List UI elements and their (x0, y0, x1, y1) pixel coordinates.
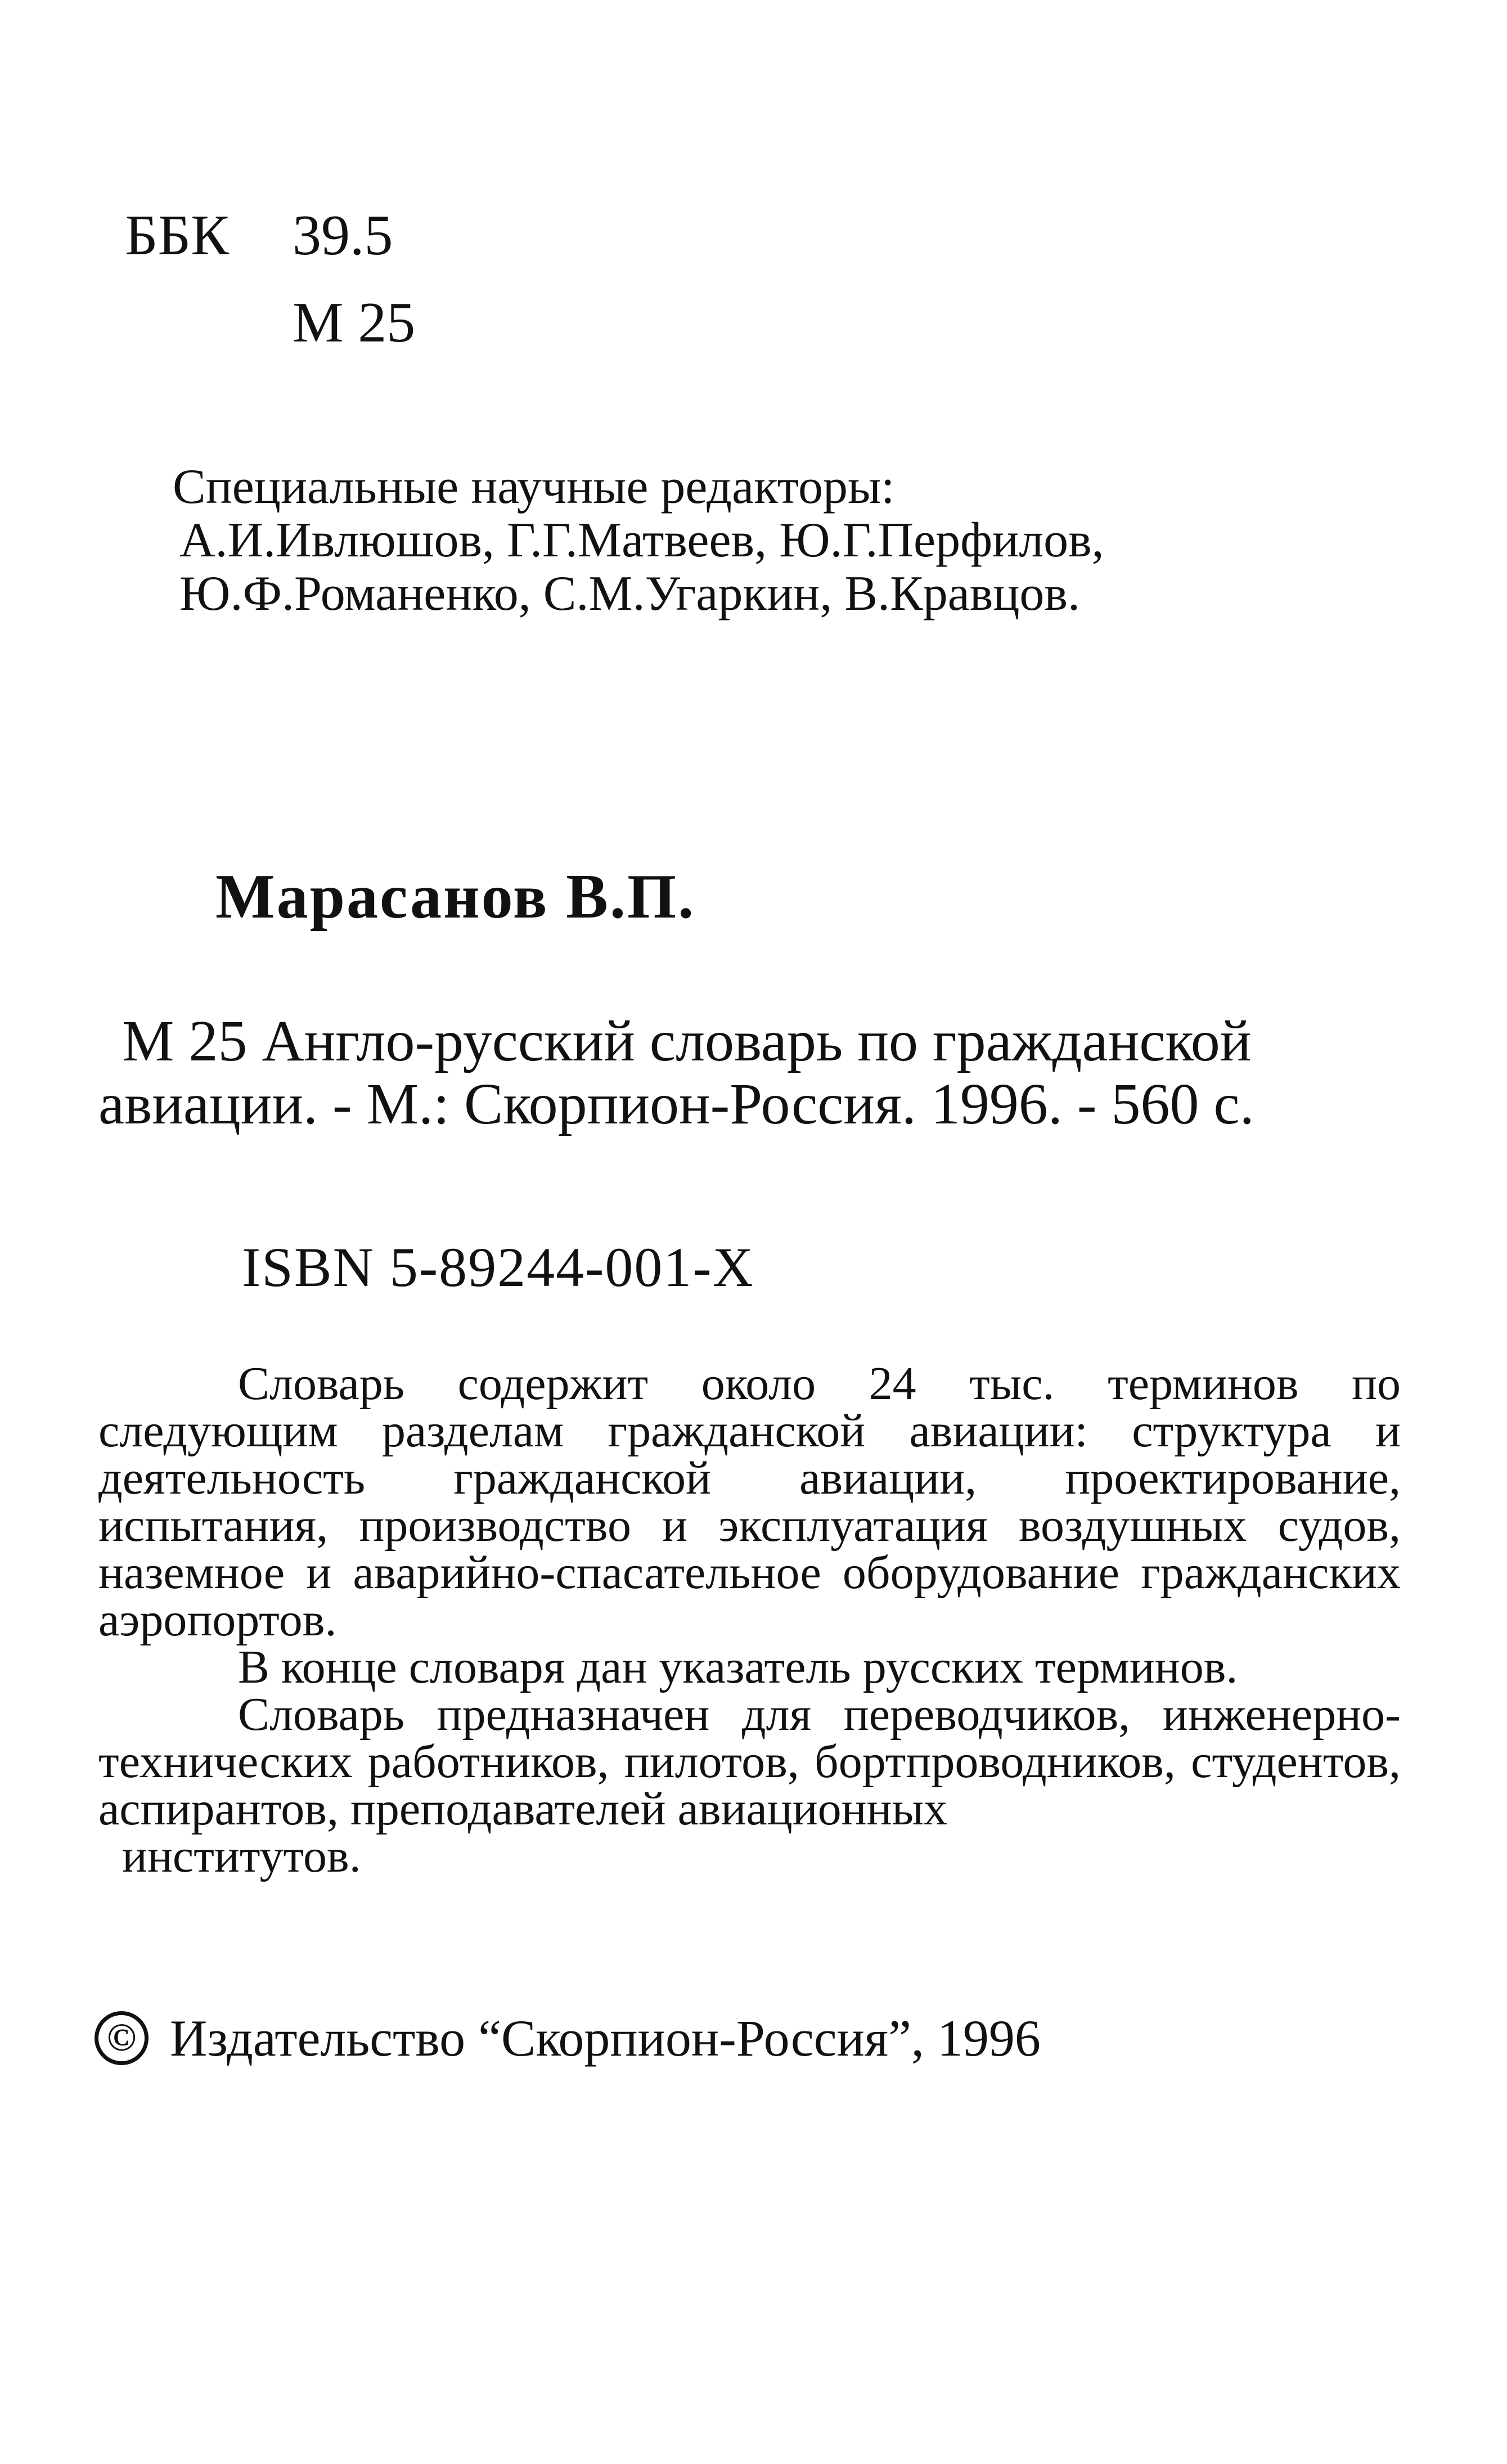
bibliography-line-1: М 25 Англо-русский словарь по гражданской (122, 1009, 1252, 1073)
bibliographic-description (98, 1010, 1254, 1136)
isbn: ISBN 5-89244-001-X (242, 1236, 754, 1298)
author-mark: М 25 (293, 291, 416, 354)
copyright-text: Издательство “Скорпион-Россия”, 1996 (170, 2009, 1041, 2067)
annotation-paragraph-3: Словарь предназначен для переводчиков, инженерно-технических работников, пилотов, бортпроводников, студентов, аспирантов, преподавателей авиационных (98, 1688, 1401, 1835)
bbk-label: ББК (125, 204, 230, 267)
copyright-line (95, 2008, 1041, 2068)
bibliography-line-2: авиации. - М.: Скорпион-Россия. 1996. - 560 с. (98, 1072, 1254, 1136)
copyright-icon: © (95, 2011, 149, 2065)
bbk-code: 39.5 (293, 204, 393, 267)
annotation-paragraph-1: Словарь содержит около 24 тыс. терминов по следующим разделам гражданской авиации: структура и деятельность гражданской авиации, проектирование, испытания, производство и эксплуатация воздушных судов, наземное и аварийно-спасательное оборудование гражданских аэропортов. (98, 1357, 1401, 1646)
editors-block (173, 460, 1104, 621)
annotation-paragraph-3-end: институтов. (122, 1830, 361, 1882)
book-author: Марасанов В.П. (215, 862, 696, 932)
annotation (98, 1357, 1401, 1882)
editors-line-2: Ю.Ф.Романенко, С.М.Угаркин, В.Кравцов. (179, 566, 1080, 621)
editors-heading: Специальные научные редакторы: (173, 460, 895, 514)
editors-line-1: А.И.Ивлюшов, Г.Г.Матвеев, Ю.Г.Перфилов, (179, 513, 1104, 568)
annotation-paragraph-2: В конце словаря дан указатель русских терминов. (238, 1641, 1238, 1693)
